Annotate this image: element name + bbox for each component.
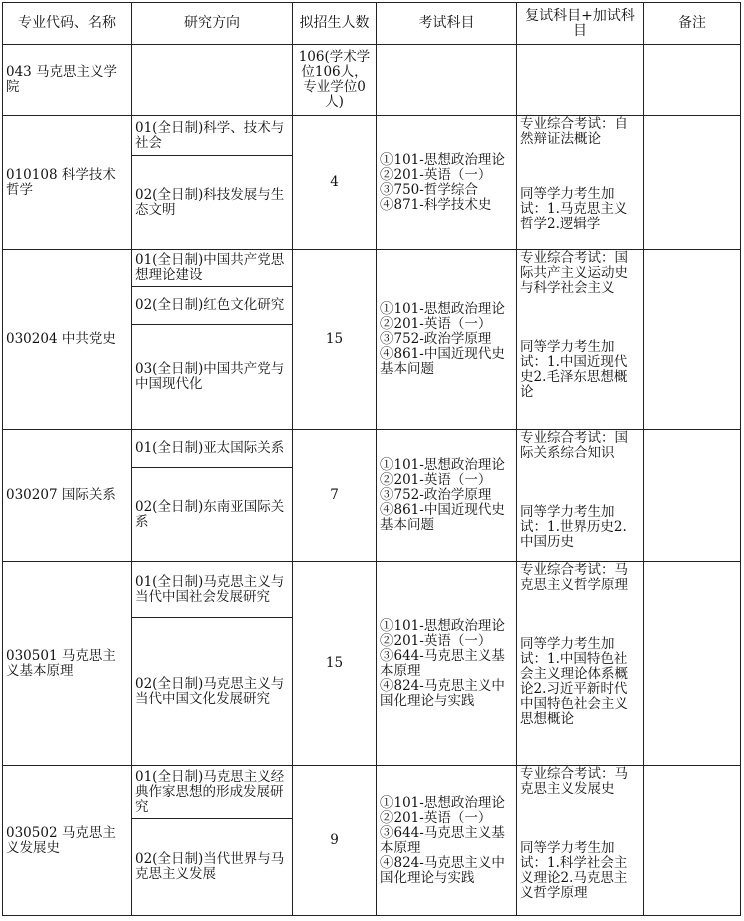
extra-exam: 同等学力考生加试：1.中国近现代史2.毛泽东思想概论 [520,339,628,400]
major-row [3,430,741,468]
exam-subjects [377,116,517,250]
header-note: 备注 [644,3,741,45]
retest-subjects [517,562,644,766]
school-note [644,45,741,116]
exam-subject: ④861-中国近现代史基本问题 [380,346,505,377]
major-row [3,250,741,287]
major-row [3,766,741,819]
header-retest: 复试科目+加试科目 [517,3,644,45]
major-name: 030207 国际关系 [3,430,132,562]
research-direction: 01(全日制)马克思主义与当代中国社会发展研究 [132,562,293,618]
exam-subject: ①101-思想政治理论 [380,301,505,317]
exam-subject: ④824-马克思主义中国化理论与实践 [380,677,505,709]
note-cell [644,116,741,250]
exam-subject: ③644-马克思主义基本原理 [380,824,505,856]
extra-exam: 同等学力考生加试：1.中国特色社会主义理论体系概论2.习近平新时代中国特色社会主义思想概论 [520,636,628,727]
research-direction: 01(全日制)亚太国际关系 [132,430,293,468]
retest-exam: 专业综合考试：自然辩证法概论 [520,116,628,147]
exam-subjects [377,250,517,430]
extra-exam: 同等学力考生加试：1.马克思主义哲学2.逻辑学 [520,186,628,232]
admissions-table [2,2,741,916]
header-code: 专业代码、名称 [3,3,132,45]
major-quota: 7 [293,430,377,562]
major-quota: 15 [293,562,377,766]
exam-subject: ①101-思想政治理论 [380,151,505,168]
major-row [3,116,741,156]
major-quota: 15 [293,250,377,430]
research-direction: 01(全日制)马克思主义经典作家思想的形成发展研究 [132,766,293,819]
exam-subject: ③750-哲学综合 [380,181,478,198]
exam-subjects [377,430,517,562]
exam-subject: ①101-思想政治理论 [380,457,505,473]
note-cell [644,250,741,430]
exam-subject: ②201-英语（一） [380,809,492,826]
school-exam [377,45,517,116]
header-exam: 考试科目 [377,3,517,45]
school-direction [132,45,293,116]
research-direction: 02(全日制)红色文化研究 [132,287,293,325]
exam-subject: ②201-英语（一） [380,472,492,488]
header-direction: 研究方向 [132,3,293,45]
major-name: 030502 马克思主义发展史 [3,766,132,916]
exam-subject: ①101-思想政治理论 [380,794,505,811]
research-direction: 02(全日制)当代世界与马克思主义发展 [132,819,293,916]
retest-subjects [517,766,644,916]
header-quota: 拟招生人数 [293,3,377,45]
retest-exam: 专业综合考试：国际关系综合知识 [520,430,628,461]
note-cell [644,766,741,916]
exam-subject: ①101-思想政治理论 [380,617,505,634]
school-quota: 106(学术学位106人，专业学位0人) [293,45,377,116]
major-quota: 9 [293,766,377,916]
school-row [3,45,741,116]
retest-exam: 专业综合考试：国际共产主义运动史与科学社会主义 [520,250,628,296]
exam-subjects [377,766,517,916]
major-name: 010108 科学技术哲学 [3,116,132,250]
note-cell [644,430,741,562]
research-direction: 02(全日制)马克思主义与当代中国文化发展研究 [132,618,293,766]
exam-subject: ③752-政治学原理 [380,331,492,347]
exam-subject: ④824-马克思主义中国化理论与实践 [380,854,505,886]
retest-subjects [517,116,644,250]
exam-subject: ③644-马克思主义基本原理 [380,647,505,679]
exam-subject: ②201-英语（一） [380,166,492,183]
research-direction: 01(全日制)中国共产党思想理论建设 [132,250,293,287]
major-name: 030501 马克思主义基本原理 [3,562,132,766]
exam-subject: ②201-英语（一） [380,632,492,649]
note-cell [644,562,741,766]
extra-exam: 同等学力考生加试：1.世界历史2.中国历史 [520,504,627,550]
extra-exam: 同等学力考生加试：1.科学社会主义理论2.马克思主义哲学原理 [520,840,628,901]
school-retest [517,45,644,116]
retest-exam: 专业综合考试：马克思主义哲学原理 [520,562,628,593]
research-direction: 02(全日制)东南亚国际关系 [132,468,293,562]
research-direction: 01(全日制)科学、技术与社会 [132,116,293,156]
exam-subject: ④871-科学技术史 [380,196,492,213]
retest-subjects [517,430,644,562]
retest-exam: 专业综合考试：马克思主义发展史 [520,766,628,797]
research-direction: 02(全日制)科技发展与生态文明 [132,156,293,250]
major-row [3,562,741,618]
major-quota: 4 [293,116,377,250]
exam-subject: ④861-中国近现代史基本问题 [380,502,505,533]
exam-subject: ③752-政治学原理 [380,487,492,503]
major-name: 030204 中共党史 [3,250,132,430]
exam-subject: ②201-英语（一） [380,316,492,332]
retest-subjects [517,250,644,430]
exam-subjects [377,562,517,766]
header-row [3,3,741,45]
school-name: 043 马克思主义学院 [3,45,132,116]
research-direction: 03(全日制)中国共产党与中国现代化 [132,325,293,430]
